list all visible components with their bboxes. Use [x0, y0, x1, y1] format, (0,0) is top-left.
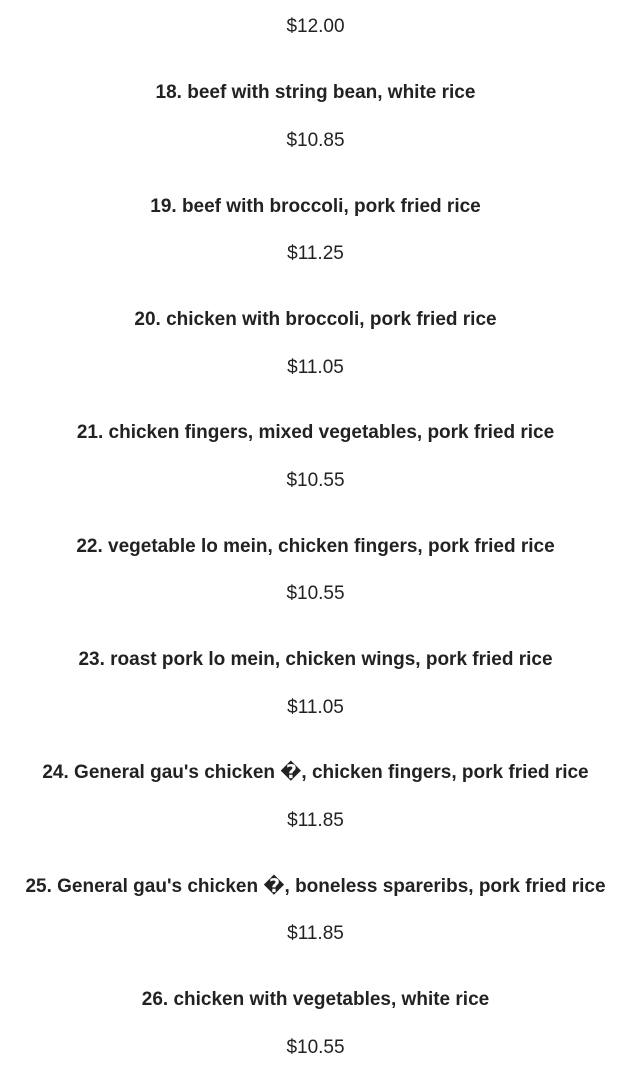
item-price: $10.55 — [286, 583, 345, 604]
item-name: 21. chicken fingers, mixed vegetables, pork fried rice — [76, 422, 555, 443]
item-name: 25. General gau's chicken �, boneless spareribs, pork fried rice — [25, 876, 606, 897]
item-price: $11.25 — [287, 243, 344, 264]
item-name: 22. vegetable lo mein, chicken fingers, pork fried rice — [76, 536, 555, 557]
item-name: 19. beef with broccoli, pork fried rice — [150, 196, 481, 217]
item-price: $10.55 — [286, 470, 345, 491]
item-price: $11.85 — [287, 810, 344, 831]
item-name: 23. roast pork lo mein, chicken wings, pork fried rice — [78, 649, 553, 670]
item-name: 20. chicken with broccoli, pork fried rice — [134, 309, 497, 330]
item-name: 26. chicken with vegetables, white rice — [141, 989, 490, 1010]
item-name: 18. beef with string bean, white rice — [155, 82, 476, 103]
item-price: $11.05 — [287, 697, 344, 718]
item-price: $10.85 — [286, 130, 345, 151]
item-name: 24. General gau's chicken �, chicken fingers, pork fried rice — [42, 762, 589, 783]
item-price: $12.00 — [286, 16, 345, 37]
item-price: $11.85 — [287, 923, 344, 944]
item-price: $11.05 — [287, 357, 344, 378]
item-price: $10.55 — [286, 1037, 345, 1058]
